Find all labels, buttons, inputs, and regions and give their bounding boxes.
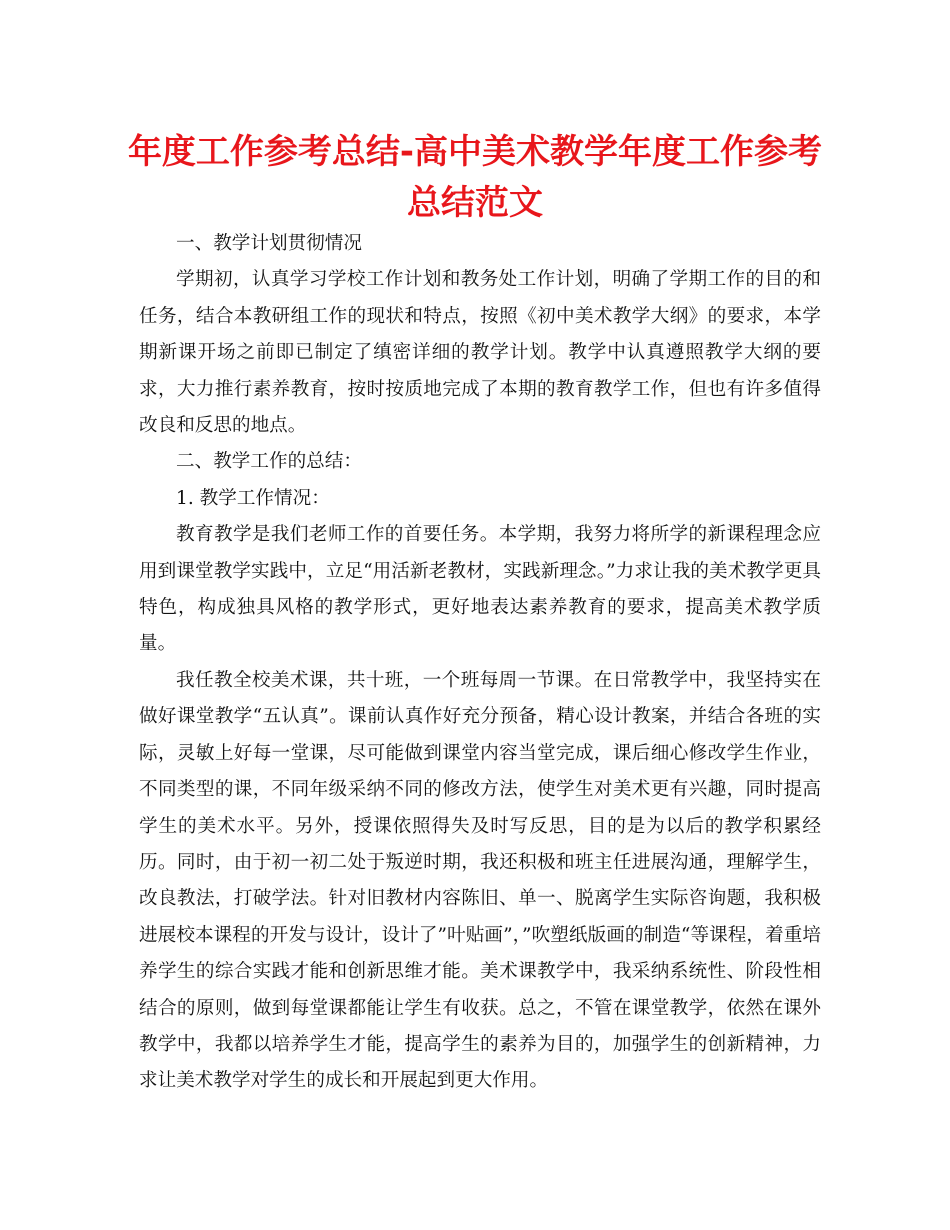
paragraph-teaching-plan: 学期初，认真学习学校工作计划和教务处工作计划，明确了学期工作的目的和任务，结合本教研组工作的现状和特点，按照《初中美术教学大纲》的要求，本学期新课开场之前即已制定了缜密详细的教学计划。教学中认真遵照教学大纲的要求，大力推行素养教育，按时按质地完成了本期的教育教学工作，但也有许多值得改良和反思的地点。 <box>139 269 821 437</box>
section-heading-2: 二、教学工作的总结： <box>176 451 362 473</box>
paragraph-teaching-task: 教育教学是我们老师工作的首要任务。本学期，我努力将所学的新课程理念应用到课堂教学实践中，立足“用活新老教材，实践新理念。”力求让我的美术教学更具特色，构成独具风格的教学形式，更好地表达素养教育的要求，提高美术教学质量。 <box>139 524 821 655</box>
paragraph-teaching-details: 我任教全校美术课，共十班，一个班每周一节课。在日常教学中，我坚持实在做好课堂教学“五认真”。课前认真作好充分预备，精心设计教案，并结合各班的实际，灵敏上好每一堂课，尽可能做到课堂内容当堂完成，课后细心修改学生作业，不同类型的课，不同年级采纳不同的修改方法，使学生对美术更有兴趣，同时提高学生的美术水平。另外，授课依照得失及时写反思，目的是为以后的教学积累经历。同时，由于初一初二处于叛逆时期，我还积极和班主任进展沟通，理解学生，改良教法，打破学法。针对旧教材内容陈旧、单一、脱离学生实际咨询题，我积极进展校本课程的开发与设计，设计了”叶贴画”，”吹塑纸版画的制造“等课程，着重培养学生的综合实践才能和创新思维才能。美术课教学中，我采纳系统性、阶段性相结合的原则，做到每堂课都能让学生有收获。总之，不管在课堂教学，依然在课外教学中，我都以培养学生才能，提高学生的素养为目的，加强学生的创新精神，力求让美术教学对学生的成长和开展起到更大作用。 <box>139 669 821 1092</box>
document-body <box>139 226 821 1100</box>
section-heading-1: 一、教学计划贯彻情况 <box>176 233 362 254</box>
document-title: 年度工作参考总结-高中美术教学年度工作参考总结范文 <box>127 132 823 223</box>
subsection-heading-1: 1. 教学工作情况： <box>176 487 330 509</box>
